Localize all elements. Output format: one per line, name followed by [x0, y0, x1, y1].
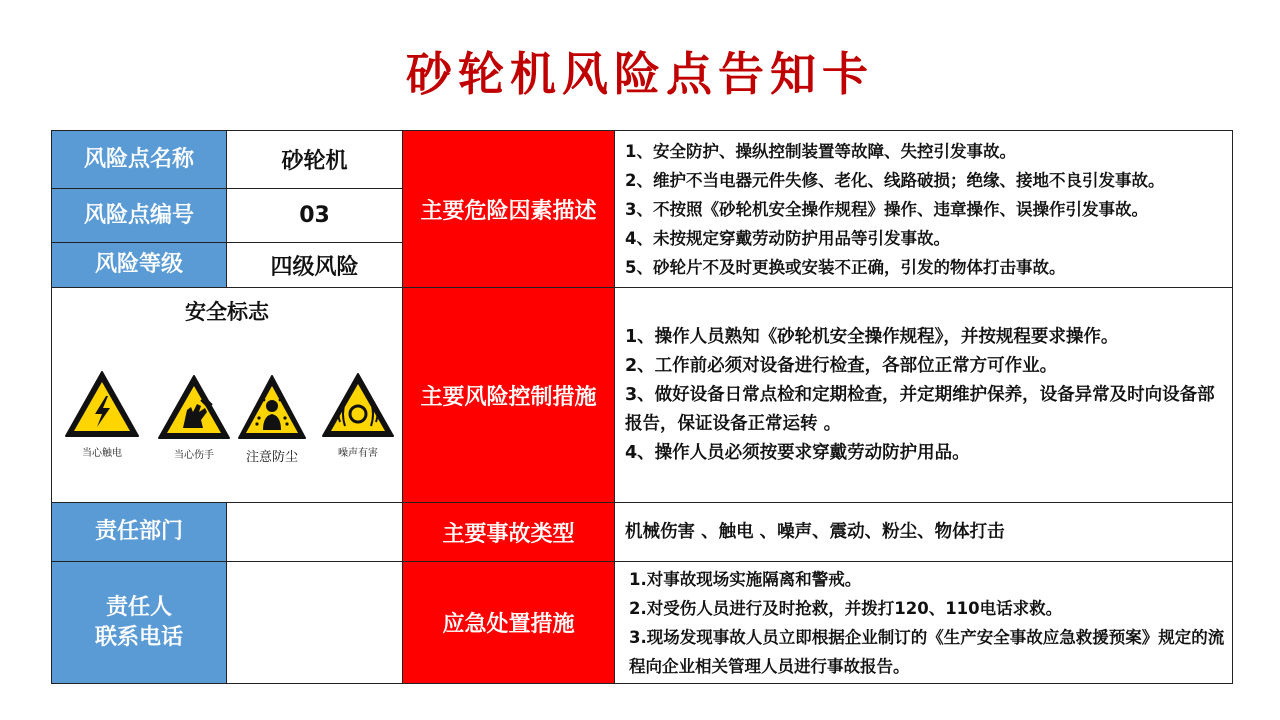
value-risk-name: 砂轮机 — [226, 130, 403, 189]
list-item: 1、操作人员熟知《砂轮机安全操作规程》，并按规程要求操作。 — [625, 326, 1119, 347]
label-department: 责任部门 — [51, 502, 227, 562]
section-controls-label: 主要风险控制措施 — [402, 287, 615, 503]
noise-warning-icon — [321, 372, 395, 438]
sign-caption: 注意防尘 — [245, 450, 298, 465]
electric-shock-warning-icon — [64, 370, 140, 438]
list-item: 2.对受伤人员进行及时抢救，并拨打120、110电话求救。 — [629, 598, 1063, 618]
accidents-text — [614, 502, 1233, 562]
accident-types: 机械伤害 、触电 、噪声、震动、粉尘、物体打击 — [625, 521, 1005, 542]
section-emergency-label: 应急处置措施 — [402, 561, 615, 684]
value-risk-code: 03 — [226, 188, 403, 243]
list-item: 1、安全防护、操纵控制装置等故障、失控引发事故。 — [625, 141, 1016, 161]
label-responsible-person — [51, 561, 227, 684]
list-item: 3、不按照《砂轮机安全操作规程》操作、违章操作、误操作引发事故。 — [625, 199, 1148, 219]
value-risk-level: 四级风险 — [226, 242, 403, 288]
label-risk-code: 风险点编号 — [51, 188, 227, 243]
hand-injury-warning-icon — [157, 374, 231, 440]
hazards-list — [614, 130, 1233, 288]
section-accidents-label: 主要事故类型 — [402, 502, 615, 562]
dust-warning-icon — [237, 374, 307, 440]
value-responsible-person — [226, 561, 403, 684]
emergency-list — [614, 561, 1233, 684]
sign-caption: 当心触电 — [82, 448, 122, 459]
safety-signs-panel — [51, 287, 403, 503]
controls-list — [614, 287, 1233, 503]
sign-caption: 当心伤手 — [174, 450, 214, 461]
sign-electric-shock — [62, 370, 142, 459]
label-person: 责任人 — [105, 594, 172, 620]
page-title: 砂轮机风险点告知卡 — [406, 47, 874, 101]
list-item: 4、操作人员必须按要求穿戴劳动防护用品。 — [625, 442, 970, 463]
sign-hand-injury — [154, 374, 234, 461]
label-risk-name: 风险点名称 — [51, 130, 227, 189]
list-item: 2、维护不当电器元件失修、老化、线路破损；绝缘、接地不良引发事故。 — [625, 170, 1165, 190]
sign-dust — [232, 374, 312, 465]
sign-caption: 噪声有害 — [338, 448, 378, 459]
section-hazards-label: 主要危险因素描述 — [402, 130, 615, 288]
sign-noise — [318, 372, 398, 459]
list-item: 5、砂轮片不及时更换或安装不正确，引发的物体打击事故。 — [625, 257, 1066, 277]
list-item: 3、做好设备日常点检和定期检查，并定期维护保养，设备异常及时向设备部报告，保证设备正常运转 。 — [625, 384, 1215, 434]
label-phone: 联系电话 — [94, 624, 183, 650]
list-item: 2、工作前必须对设备进行检查，各部位正常方可作业。 — [625, 355, 1058, 376]
list-item: 3.现场发现事故人员立即根据企业制订的《生产安全事故应急救援预案》规定的流程向企业相关管理人员进行事故报告。 — [629, 627, 1225, 676]
list-item: 4、未按规定穿戴劳动防护用品等引发事故。 — [625, 228, 950, 248]
value-department — [226, 502, 403, 562]
safety-signs-title: 安全标志 — [185, 300, 269, 324]
label-risk-level: 风险等级 — [51, 242, 227, 288]
list-item: 1.对事故现场实施隔离和警戒。 — [629, 569, 862, 589]
